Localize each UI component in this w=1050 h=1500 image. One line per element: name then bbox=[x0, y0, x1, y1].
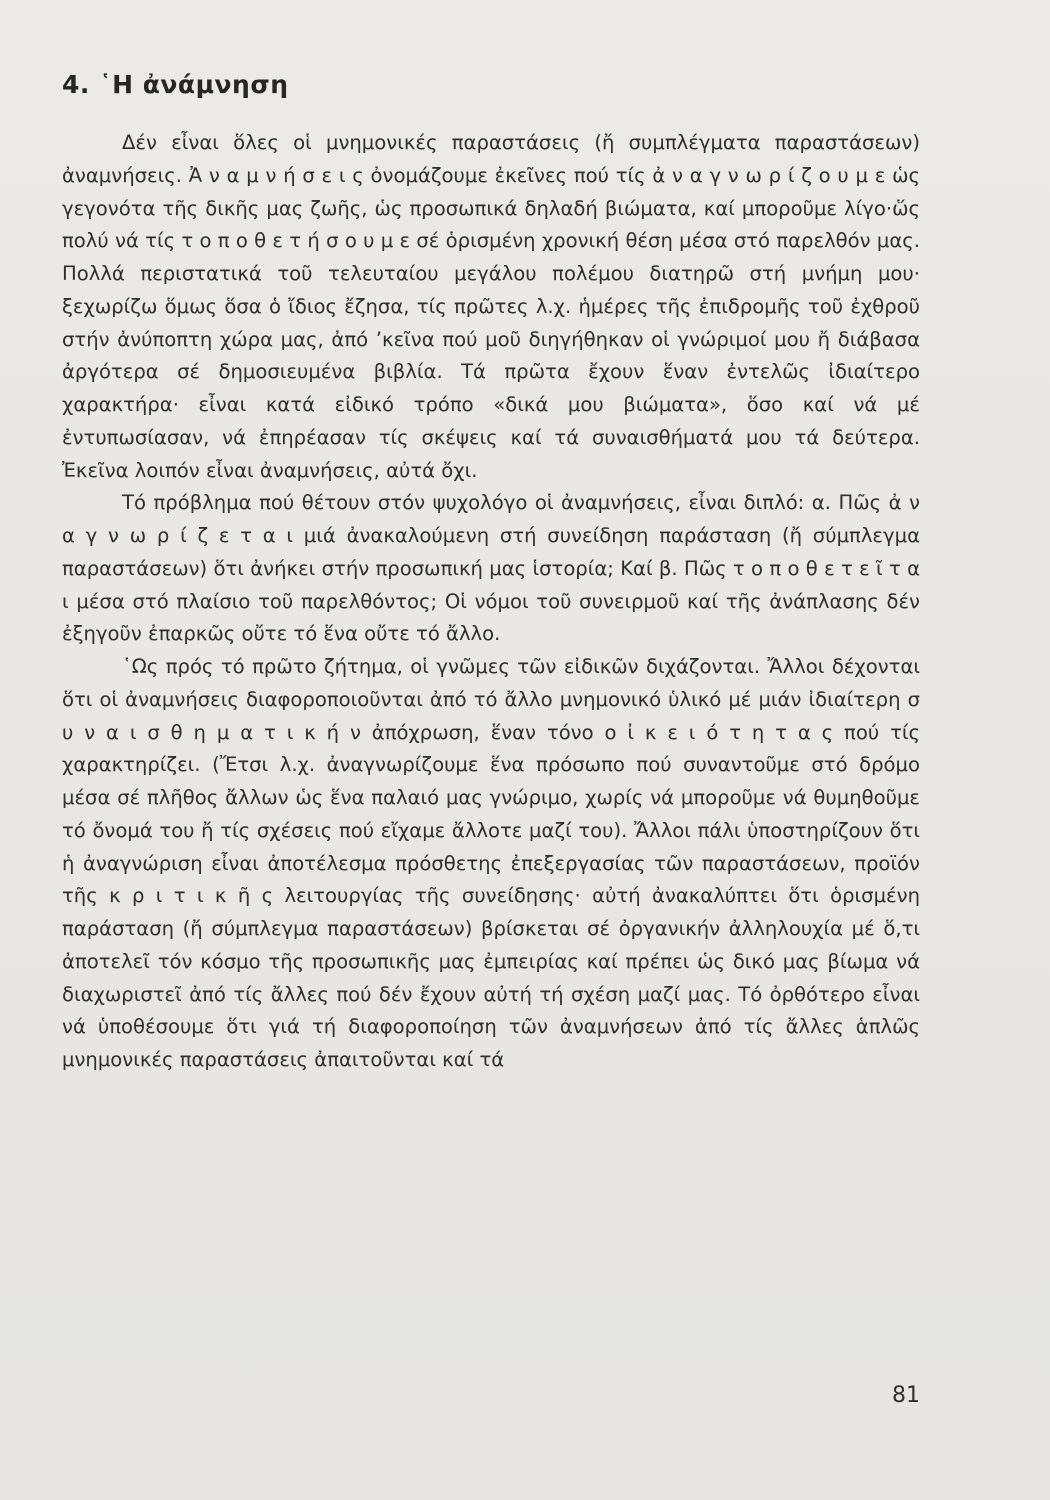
paragraph-1: Δέν εἶναι ὅλες οἱ μνημονικές παραστάσεις (ἤ συμπλέγματα παραστάσεων) ἀναμνήσεις. Ἀ ν α μ ν ή σ ε ι ς ὀνομάζουμε ἐκεῖνες πού τίς ἀ ν α γ ν ω ρ ί ζ ο υ μ ε ὡς γεγονότα τῆς δικῆς μας ζωῆς, ὡς προσωπικά δηλαδή βιώματα, καί μποροῦμε λίγο·ὥς πολύ νά τίς τ ο π ο θ ε τ ή σ ο υ μ ε σέ ὁρισμένη χρονική θέση μέσα στό παρελθόν μας. Πολλά περιστατικά τοῦ τελευταίου μεγάλου πολέμου διατηρῶ στή μνήμη μου· ξεχωρίζω ὅμως ὅσα ὁ ἴδιος ἔζησα, τίς πρῶτες λ.χ. ἡμέρες τῆς ἐπιδρομῆς τοῦ ἐχθροῦ στήν ἀνύποπτη χώρα μας, ἀπό ’κεῖνα πού μοῦ διηγήθηκαν οἱ γνώριμοί μου ἤ διάβασα ἀργότερα σέ δημοσιευμένα βιβλία. Τά πρῶτα ἔχουν ἕναν ἐντελῶς ἰδιαίτερο χαρακτήρα· εἶναι κατά εἰδικό τρόπο «δικά μου βιώματα», ὅσο καί νά μέ ἐντυπωσίασαν, νά ἐπηρέασαν τίς σκέψεις καί τά συναισθήματά μου τά δεύτερα. Ἐκεῖνα λοιπόν εἶναι ἀναμνήσεις, αὐτά ὄχι. bbox=[62, 131, 920, 482]
paragraph-2: Τό πρόβλημα πού θέτουν στόν ψυχολόγο οἱ ἀναμνήσεις, εἶναι διπλό: α. Πῶς ἀ ν α γ ν ω ρ ί ζ ε τ α ι μιά ἀνακαλούμενη στή συνείδηση παράσταση (ἤ σύμπλεγμα παραστάσεων) ὅτι ἀνήκει στήν προσωπική μας ἱστορία; Καί β. Πῶς τ ο π ο θ ε τ ε ῖ τ α ι μέσα στό πλαίσιο τοῦ παρελθόντος; Οἱ νόμοι τοῦ συνειρμοῦ καί τῆς ἀνάπλασης δέν ἐξηγοῦν ἐπαρκῶς οὔτε τό ἕνα οὔτε τό ἄλλο. bbox=[62, 491, 920, 646]
section-heading: 4. ῾Η ἀνάμνηση bbox=[62, 70, 289, 99]
paragraph-3: ῾Ως πρός τό πρῶτο ζήτημα, οἱ γνῶμες τῶν εἰδικῶν διχάζονται. Ἄλλοι δέχονται ὅτι οἱ ἀναμνήσεις διαφοροποιοῦνται ἀπό τό ἄλλο μνημονικό ὑλικό μέ μιάν ἰδιαίτερη σ υ ν α ι σ θ η μ α τ ι κ ή ν ἀπόχρωση, ἕναν τόνο ο ἰ κ ε ι ό τ η τ α ς πού τίς χαρακτηρίζει. (Ἔτσι λ.χ. ἀναγνωρίζουμε ἕνα πρόσωπο πού συναντοῦμε στό δρόμο μέσα σέ πλῆθος ἄλλων ὡς ἕνα παλαιό μας γνώριμο, χωρίς νά μποροῦμε νά θυμηθοῦμε τό ὄνομά του ἤ τίς σχέσεις πού εἴχαμε ἄλλοτε μαζί του). Ἄλλοι πάλι ὑποστηρίζουν ὅτι ἡ ἀναγνώριση εἶναι ἀποτέλεσμα πρόσθετης ἐπεξεργασίας τῶν παραστάσεων, προϊόν τῆς κ ρ ι τ ι κ ῆ ς λειτουργίας τῆς συνείδησης· αὐτή ἀνακαλύπτει ὅτι ὁρισμένη παράσταση (ἤ σύμπλεγμα παραστάσεων) βρίσκεται σέ ὀργανικήν ἀλληλουχία μέ ὅ,τι ἀποτελεῖ τόν κόσμο τῆς προσωπικῆς μας ἐμπειρίας καί πρέπει ὡς δικό μας βίωμα νά διαχωριστεῖ ἀπό τίς ἄλλες πού δέν ἔχουν αὐτή τή σχέση μαζί μας. Τό ὀρθότερο εἶναι νά ὑποθέσουμε ὅτι γιά τή διαφοροποίηση τῶν ἀναμνήσεων ἀπό τίς ἄλλες ἁπλῶς μνημονικές παραστάσεις ἀπαιτοῦνται καί τά bbox=[62, 655, 920, 1071]
page-number: 81 bbox=[892, 1383, 920, 1408]
body-text bbox=[62, 127, 920, 1077]
